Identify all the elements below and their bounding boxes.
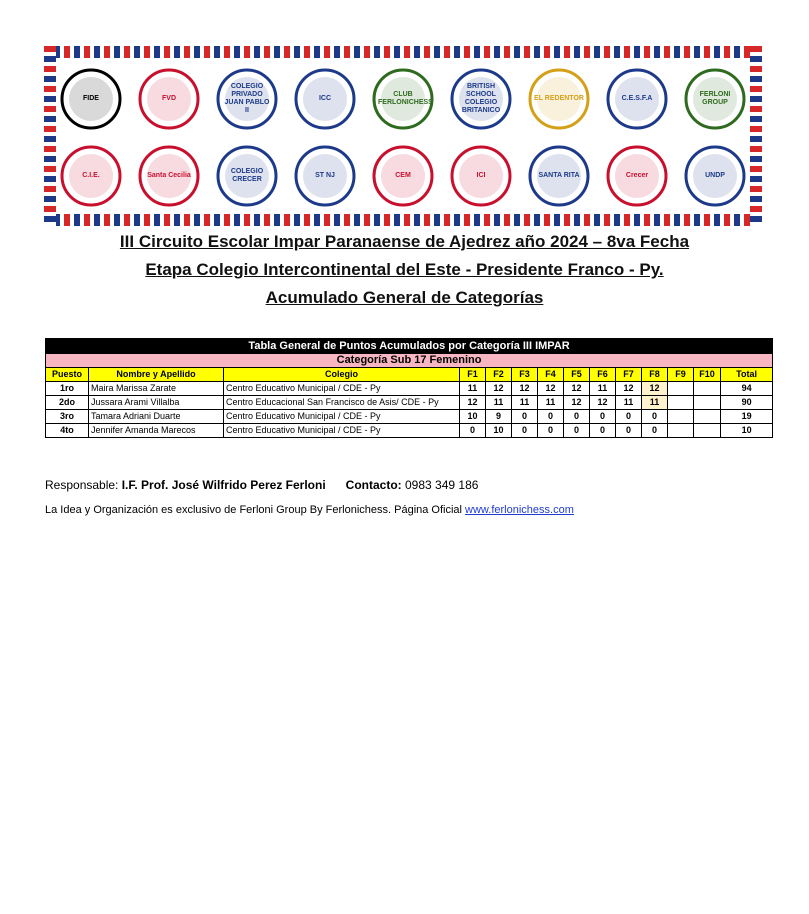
cell-total: 19 xyxy=(721,410,773,424)
logo-lettering: BRITISH SCHOOL COLEGIO BRITANICO xyxy=(461,83,501,114)
colegio-juan-pablo-ii-logo xyxy=(214,66,280,132)
cell-f4: 0 xyxy=(538,424,564,438)
official-site-link[interactable]: www.ferlonichess.com xyxy=(465,504,574,516)
logo-lettering: ICI xyxy=(476,172,486,179)
cell-f2: 10 xyxy=(486,424,512,438)
banner-border-right xyxy=(750,46,762,226)
logo-lettering: CLUB FERLONICHESS xyxy=(378,91,433,106)
logo-lettering: FIDE xyxy=(83,95,99,102)
cell-nombre: Maira Marissa Zarate xyxy=(89,382,224,396)
column-header: Colegio xyxy=(224,368,460,382)
cell-colegio: Centro Educativo Municipal / CDE - Py xyxy=(224,410,460,424)
responsible-line xyxy=(45,478,478,492)
logo-lettering: FVD xyxy=(162,95,176,102)
cell-f1: 10 xyxy=(460,410,486,424)
logo-lettering: EL REDENTOR xyxy=(534,95,584,102)
column-header: F2 xyxy=(486,368,512,382)
logo-lettering: Santa Cecilia xyxy=(147,172,191,179)
cell-nombre: Tamara Adriani Duarte xyxy=(89,410,224,424)
cell-f4: 0 xyxy=(538,410,564,424)
banner-border-top xyxy=(44,46,762,58)
cell-total: 10 xyxy=(721,424,773,438)
table-title: Tabla General de Puntos Acumulados por Categoría III IMPAR xyxy=(46,339,773,354)
cell-f7: 12 xyxy=(616,382,642,396)
logo-lettering: ICC xyxy=(318,95,332,102)
fide-logo xyxy=(58,66,124,132)
cell-f3: 0 xyxy=(512,410,538,424)
cell-f7: 11 xyxy=(616,396,642,410)
cell-f8: 11 xyxy=(642,396,668,410)
santa-rita-logo xyxy=(526,143,592,209)
cell-f3: 12 xyxy=(512,382,538,396)
cell-f10 xyxy=(694,382,721,396)
idea-line xyxy=(45,504,574,516)
column-header: F1 xyxy=(460,368,486,382)
crecer-logo xyxy=(604,143,670,209)
title-line-2: Etapa Colegio Intercontinental del Este - Presidente Franco - Py. xyxy=(145,260,664,279)
santa-cecilia-logo xyxy=(136,143,202,209)
contact-label: Contacto: xyxy=(345,478,402,492)
cell-f5: 12 xyxy=(564,382,590,396)
column-header: Total xyxy=(721,368,773,382)
el-redentor-logo xyxy=(526,66,592,132)
cell-f5: 12 xyxy=(564,396,590,410)
cell-f3: 0 xyxy=(512,424,538,438)
logo-lettering: C.E.S.F.A xyxy=(621,95,653,102)
column-header: F9 xyxy=(668,368,694,382)
cell-f6: 0 xyxy=(590,424,616,438)
cell-f10 xyxy=(694,396,721,410)
standings-table xyxy=(45,338,773,438)
cell-f1: 11 xyxy=(460,382,486,396)
cell-puesto: 1ro xyxy=(46,382,89,396)
table-row xyxy=(46,396,773,410)
cell-f5: 0 xyxy=(564,424,590,438)
logo-lettering: SANTA RITA xyxy=(538,172,580,179)
cell-f3: 11 xyxy=(512,396,538,410)
cell-f2: 12 xyxy=(486,382,512,396)
colegio-crecer-logo xyxy=(214,143,280,209)
table-row xyxy=(46,410,773,424)
table-header-row xyxy=(46,368,773,382)
escuela-inmaculada-concepcion-logo xyxy=(292,66,358,132)
cell-f8: 0 xyxy=(642,424,668,438)
column-header: F6 xyxy=(590,368,616,382)
cell-f6: 12 xyxy=(590,396,616,410)
logo-lettering: COLEGIO CRECER xyxy=(230,168,264,183)
cell-f7: 0 xyxy=(616,410,642,424)
cell-f1: 12 xyxy=(460,396,486,410)
cell-f10 xyxy=(694,424,721,438)
column-header: F8 xyxy=(642,368,668,382)
cell-f6: 0 xyxy=(590,410,616,424)
sponsor-banner xyxy=(44,46,762,226)
british-school-logo xyxy=(448,66,514,132)
contact-value: 0983 349 186 xyxy=(401,478,479,492)
cell-puesto: 2do xyxy=(46,396,89,410)
club-ferlonichess-logo xyxy=(370,66,436,132)
cell-puesto: 4to xyxy=(46,424,89,438)
cell-puesto: 3ro xyxy=(46,410,89,424)
banner-border-left xyxy=(44,46,56,226)
cell-f8: 0 xyxy=(642,410,668,424)
cell-total: 90 xyxy=(721,396,773,410)
colegio-stanj-logo xyxy=(292,143,358,209)
cell-nombre: Jussara Arami Villalba xyxy=(89,396,224,410)
logo-lettering: UNDP xyxy=(705,172,725,179)
logo-lettering: ST NJ xyxy=(315,172,335,179)
logo-lettering: Crecer xyxy=(625,172,649,179)
table-row xyxy=(46,382,773,396)
cell-f8: 12 xyxy=(642,382,668,396)
colegio-intercontinental-logo xyxy=(58,143,124,209)
cell-f9 xyxy=(668,382,694,396)
cell-f4: 11 xyxy=(538,396,564,410)
responsible-name: I.F. Prof. José Wilfrido Perez Ferloni xyxy=(121,478,326,492)
column-header: F5 xyxy=(564,368,590,382)
ferloni-group-logo xyxy=(682,66,748,132)
cell-f7: 0 xyxy=(616,424,642,438)
cell-f1: 0 xyxy=(460,424,486,438)
logo-lettering: FERLONI GROUP xyxy=(699,91,731,106)
cell-f10 xyxy=(694,410,721,424)
cell-total: 94 xyxy=(721,382,773,396)
logo-row-2 xyxy=(58,138,748,214)
cem-logo xyxy=(370,143,436,209)
fvd-logo xyxy=(136,66,202,132)
table-row xyxy=(46,424,773,438)
column-header: F7 xyxy=(616,368,642,382)
cell-colegio: Centro Educativo Municipal / CDE - Py xyxy=(224,382,460,396)
cell-f9 xyxy=(668,396,694,410)
logo-lettering: COLEGIO PRIVADO JUAN PABLO II xyxy=(224,83,270,114)
title-line-3: Acumulado General de Categorías xyxy=(265,288,544,307)
cell-f5: 0 xyxy=(564,410,590,424)
logo-lettering: C.I.E. xyxy=(82,172,100,179)
logo-row-1 xyxy=(58,62,748,136)
ici-logo xyxy=(448,143,514,209)
idea-text: La Idea y Organización es exclusivo de Ferloni Group By Ferlonichess. Página Oficial xyxy=(45,504,466,516)
cell-f4: 12 xyxy=(538,382,564,396)
column-header: F10 xyxy=(694,368,721,382)
cell-f6: 11 xyxy=(590,382,616,396)
responsible-label: Responsable: xyxy=(45,478,122,492)
banner-border-bottom xyxy=(44,214,762,226)
cell-f2: 11 xyxy=(486,396,512,410)
column-header: Nombre y Apellido xyxy=(89,368,224,382)
cell-nombre: Jennifer Amanda Marecos xyxy=(89,424,224,438)
category-title: Categoría Sub 17 Femenino xyxy=(46,354,773,368)
column-header: F4 xyxy=(538,368,564,382)
title-line-1: III Circuito Escolar Impar Paranaense de Ajedrez año 2024 – 8va Fecha xyxy=(119,232,690,251)
undp-logo xyxy=(682,143,748,209)
cell-colegio: Centro Educativo Municipal / CDE - Py xyxy=(224,424,460,438)
cell-f9 xyxy=(668,424,694,438)
cesfa-logo xyxy=(604,66,670,132)
column-header: F3 xyxy=(512,368,538,382)
standings-table-wrap xyxy=(45,338,762,438)
cell-f2: 9 xyxy=(486,410,512,424)
cell-colegio: Centro Educacional San Francisco de Asis/ CDE - Py xyxy=(224,396,460,410)
column-header: Puesto xyxy=(46,368,89,382)
cell-f9 xyxy=(668,410,694,424)
logo-lettering: CEM xyxy=(395,172,411,179)
